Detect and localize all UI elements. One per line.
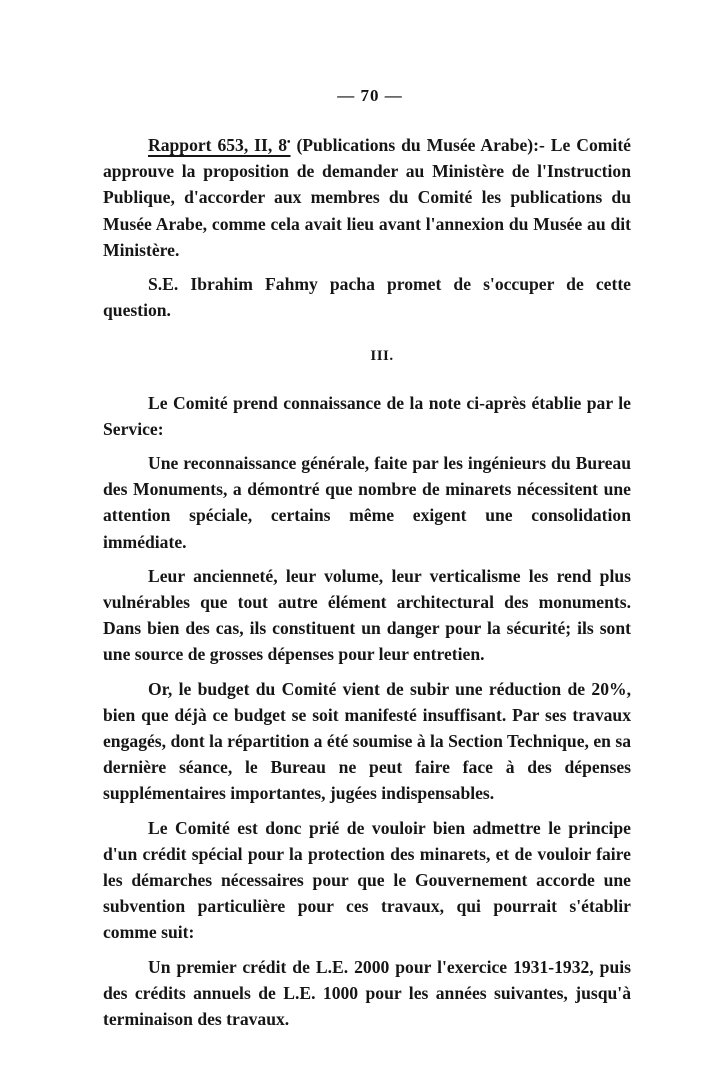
report-reference-superscript: • [287,137,291,148]
report-reference [148,135,291,155]
section-number: III. [370,348,394,365]
paragraph-credit-plan: Un premier crédit de L.E. 2000 pour l'exercice 1931-1932, puis des crédits annuels de L.E. 1000 pour les années suivantes, jusqu'à terminaison des travaux. [103,956,631,1030]
paragraph-reconnaissance: Une reconnaissance générale, faite par les ingénieurs du Bureau des Monuments, a démontré que nombre de minarets nécessitent une attention spéciale, certains même exigent une consolidation immédiate. [103,453,631,552]
paragraph-anciennete: Leur ancienneté, leur volume, leur verticalisme les rend plus vulnérables que tout autre élément architectural des monuments. Dans bien des cas, ils constituent un danger pour la sécurité; ils sont une source de grosses dépenses pour leur entretien. [103,565,631,665]
paragraph-credit-request: Le Comité est donc prié de vouloir bien admettre le principe d'un crédit spécial pour la protection des minarets, et de vouloir faire les démarches nécessaires pour que le Gouvernement accorde une subvention particulière pour ces travaux, qui pourrait s'établir comme suit: [103,817,631,943]
paragraph-rapport-653 [103,130,631,263]
paragraph-budget: Or, le budget du Comité vient de subir une réduction de 20%, bien que déjà ce budget se soit manifesté insuffisant. Par ses travaux engagés, dont la répartition a été soumise à la Section Technique, en sa dernière séance, le Bureau ne peut faire face à des dépenses supplémentaires importantes, jugées indispensables. [103,678,631,804]
document-body [103,130,631,1040]
page-number: — 70 — [337,86,403,105]
paragraph-rapport-text: (Publications du Musée Arabe):- Le Comité approuve la proposition de demander au Ministère de l'Instruction Publique, d'accorder aux membres du Comité les publications du Musée Arabe, comme cela avait lieu avant l'annexion du Musée au dit Ministère. [103,135,631,260]
paragraph-intro: Le Comité prend connaissance de la note ci-après établie par le Service: [103,392,631,439]
report-reference-text: Rapport 653, II, 8 [148,135,287,155]
paragraph-fahmy: S.E. Ibrahim Fahmy pacha promet de s'occuper de cette question. [103,274,631,321]
